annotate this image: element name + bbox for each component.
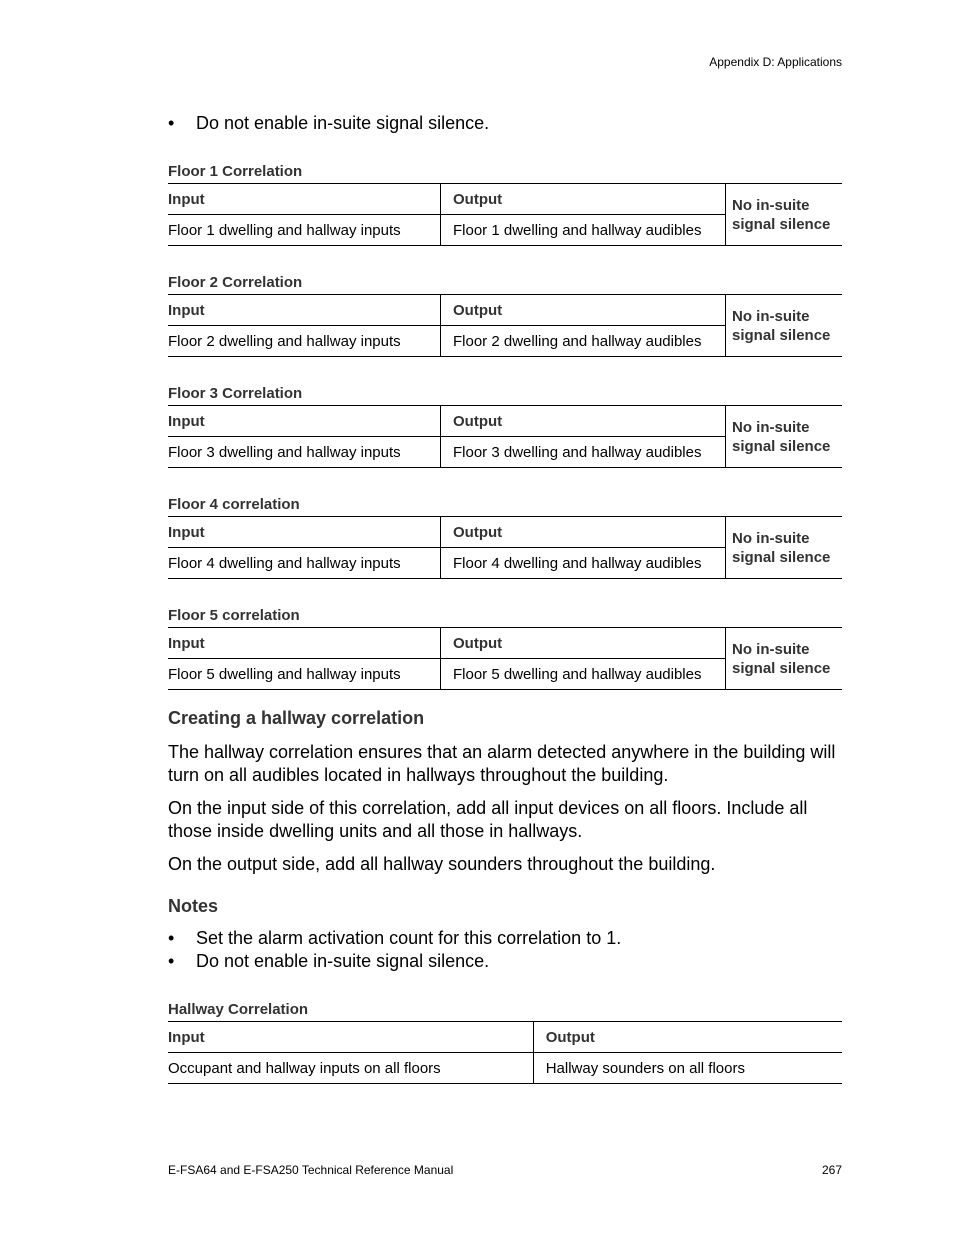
input-cell: Floor 5 dwelling and hallway inputs [168, 659, 441, 690]
silence-note: No in-suite signal silence [726, 406, 843, 468]
running-header: Appendix D: Applications [709, 55, 842, 69]
floor-2-table-block [168, 272, 842, 357]
output-cell: Floor 4 dwelling and hallway audibles [441, 548, 726, 579]
input-header: Input [168, 184, 441, 215]
bullet-glyph: • [168, 928, 175, 948]
paragraph: On the input side of this correlation, add all input devices on all floors. Include all those inside dwelling units and all those in hallways. [168, 798, 808, 841]
output-cell: Floor 1 dwelling and hallway audibles [441, 215, 726, 246]
silence-note: No in-suite signal silence [726, 295, 843, 357]
silence-note: No in-suite signal silence [726, 184, 843, 246]
output-header: Output [441, 295, 726, 326]
input-header: Input [168, 628, 441, 659]
hallway-table-block [168, 999, 842, 1084]
floor-3-table-block [168, 383, 842, 468]
output-header: Output [441, 406, 726, 437]
output-cell: Hallway sounders on all floors [533, 1053, 842, 1084]
input-cell: Floor 4 dwelling and hallway inputs [168, 548, 441, 579]
floor-5-correlation-table [168, 627, 842, 690]
input-header: Input [168, 517, 441, 548]
floor-3-correlation-table [168, 405, 842, 468]
footer-title: E-FSA64 and E-FSA250 Technical Reference Manual [168, 1163, 454, 1177]
input-header: Input [168, 1022, 533, 1053]
table-caption: Floor 3 Correlation [168, 385, 303, 402]
input-cell: Floor 1 dwelling and hallway inputs [168, 215, 441, 246]
bullet-text: Do not enable in-suite signal silence. [196, 951, 490, 971]
silence-note: No in-suite signal silence [726, 517, 843, 579]
silence-note: No in-suite signal silence [726, 628, 843, 690]
input-header: Input [168, 406, 441, 437]
output-header: Output [441, 517, 726, 548]
floor-4-correlation-table [168, 516, 842, 579]
notes-heading: Notes [168, 896, 219, 916]
table-caption: Floor 1 Correlation [168, 163, 303, 180]
input-header: Input [168, 295, 441, 326]
page-number: 267 [821, 1163, 842, 1177]
bullet-glyph: • [168, 951, 175, 971]
floor-1-correlation-table [168, 183, 842, 246]
table-caption: Floor 4 correlation [168, 496, 300, 513]
table-caption: Floor 5 correlation [168, 607, 300, 624]
paragraph: On the output side, add all hallway sounders throughout the building. [168, 854, 716, 874]
table-caption: Hallway Correlation [168, 1001, 309, 1018]
paragraph: The hallway correlation ensures that an alarm detected anywhere in the building will turn on all audibles located in hallways throughout the building. [168, 742, 836, 785]
output-header: Output [533, 1022, 842, 1053]
output-header: Output [441, 628, 726, 659]
floor-1-table-block [168, 161, 842, 246]
output-cell: Floor 2 dwelling and hallway audibles [441, 326, 726, 357]
section-heading: Creating a hallway correlation [168, 708, 425, 728]
input-cell: Floor 2 dwelling and hallway inputs [168, 326, 441, 357]
output-cell: Floor 5 dwelling and hallway audibles [441, 659, 726, 690]
output-header: Output [441, 184, 726, 215]
page-content [168, 112, 842, 1084]
hallway-correlation-table [168, 1021, 842, 1084]
bullet-item [168, 950, 842, 973]
bullet-item [168, 112, 842, 135]
output-cell: Floor 3 dwelling and hallway audibles [441, 437, 726, 468]
bullet-item [168, 927, 842, 950]
bullet-text: Do not enable in-suite signal silence. [196, 113, 490, 133]
floor-4-table-block [168, 494, 842, 579]
floor-5-table-block [168, 605, 842, 690]
input-cell: Floor 3 dwelling and hallway inputs [168, 437, 441, 468]
input-cell: Occupant and hallway inputs on all floors [168, 1053, 533, 1084]
bullet-text: Set the alarm activation count for this correlation to 1. [196, 928, 622, 948]
bullet-glyph: • [168, 113, 175, 133]
floor-2-correlation-table [168, 294, 842, 357]
table-caption: Floor 2 Correlation [168, 274, 303, 291]
